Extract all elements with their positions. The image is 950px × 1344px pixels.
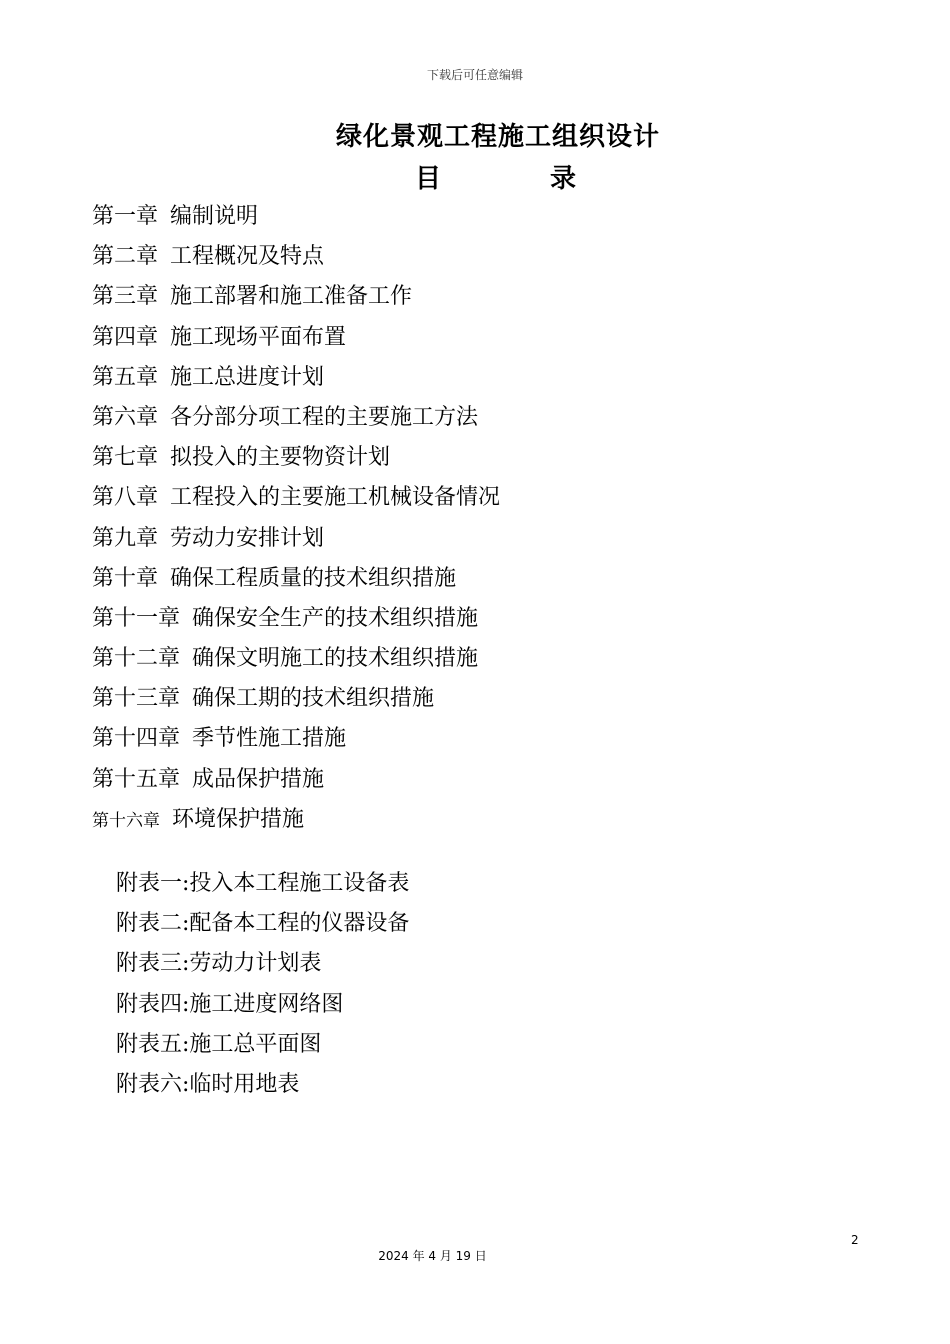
chapter-title: 各分部分项工程的主要施工方法 [170,404,479,430]
chapter-list [92,197,500,840]
appendix-item: 附表四:施工进度网络图 [116,991,344,1017]
appendix-item: 附表三:劳动力计划表 [116,951,322,977]
chapter-number: 第十五章 [92,766,181,792]
chapter-number: 第十二章 [92,646,181,672]
chapter-title: 工程概况及特点 [170,244,325,270]
chapter-number: 第五章 [92,364,159,390]
appendix-item: 附表二:配备本工程的仪器设备 [116,911,410,937]
chapter-number: 第十六章 [92,810,160,831]
chapter-item [92,358,500,398]
chapter-item [92,277,500,317]
toc-heading-char-1: 目 [415,164,442,194]
chapter-item [92,398,500,438]
chapter-title: 施工总进度计划 [170,364,325,390]
chapter-title: 确保文明施工的技术组织措施 [192,646,479,672]
chapter-title: 施工部署和施工准备工作 [170,284,413,310]
chapter-number: 第十章 [92,565,159,591]
chapter-item [92,639,500,679]
chapter-number: 第八章 [92,485,159,511]
chapter-title: 确保安全生产的技术组织措施 [192,605,479,631]
chapter-number: 第十三章 [92,686,181,712]
document-title: 绿化景观工程施工组织设计 [335,122,660,152]
chapter-number: 第三章 [92,284,159,310]
chapter-item [92,719,500,759]
chapter-item [92,800,500,840]
chapter-title: 成品保护措施 [192,766,325,792]
appendix-item: 附表六:临时用地表 [116,1071,300,1097]
chapter-title: 工程投入的主要施工机械设备情况 [170,485,501,511]
chapter-item [92,318,500,358]
chapter-item [92,519,500,559]
appendix-item: 附表五:施工总平面图 [116,1031,322,1057]
appendix-item: 附表一:投入本工程施工设备表 [116,871,410,896]
chapter-item [92,237,500,277]
chapter-title: 编制说明 [170,204,259,229]
toc-heading-char-2: 录 [550,164,577,194]
chapter-number: 第九章 [92,525,159,551]
chapter-title: 拟投入的主要物资计划 [170,445,391,471]
chapter-title: 环境保护措施 [172,806,305,832]
chapter-item [92,679,500,719]
chapter-title: 劳动力安排计划 [170,525,325,551]
chapter-item [92,760,500,800]
chapter-item [92,438,500,478]
chapter-number: 第六章 [92,404,159,430]
page-header: 下载后可任意编辑 [426,68,523,82]
chapter-number: 第四章 [92,324,159,350]
chapter-number: 第十四章 [92,726,181,752]
chapter-item [92,599,500,639]
chapter-title: 确保工期的技术组织措施 [192,686,435,712]
chapter-title: 季节性施工措施 [192,726,347,752]
footer-date: 2024 年 4 月 19 日 [378,1249,487,1263]
chapter-number: 第二章 [92,244,159,270]
chapter-title: 施工现场平面布置 [170,324,347,350]
chapter-item [92,478,500,518]
chapter-item [92,197,500,237]
chapter-title: 确保工程质量的技术组织措施 [170,565,457,591]
chapter-number: 第七章 [92,445,159,471]
chapter-number: 第十一章 [92,605,181,631]
chapter-item [92,559,500,599]
appendix-list [116,864,409,1105]
page-number: 2 [851,1233,859,1247]
toc-heading [415,158,615,198]
chapter-number: 第一章 [92,204,159,229]
